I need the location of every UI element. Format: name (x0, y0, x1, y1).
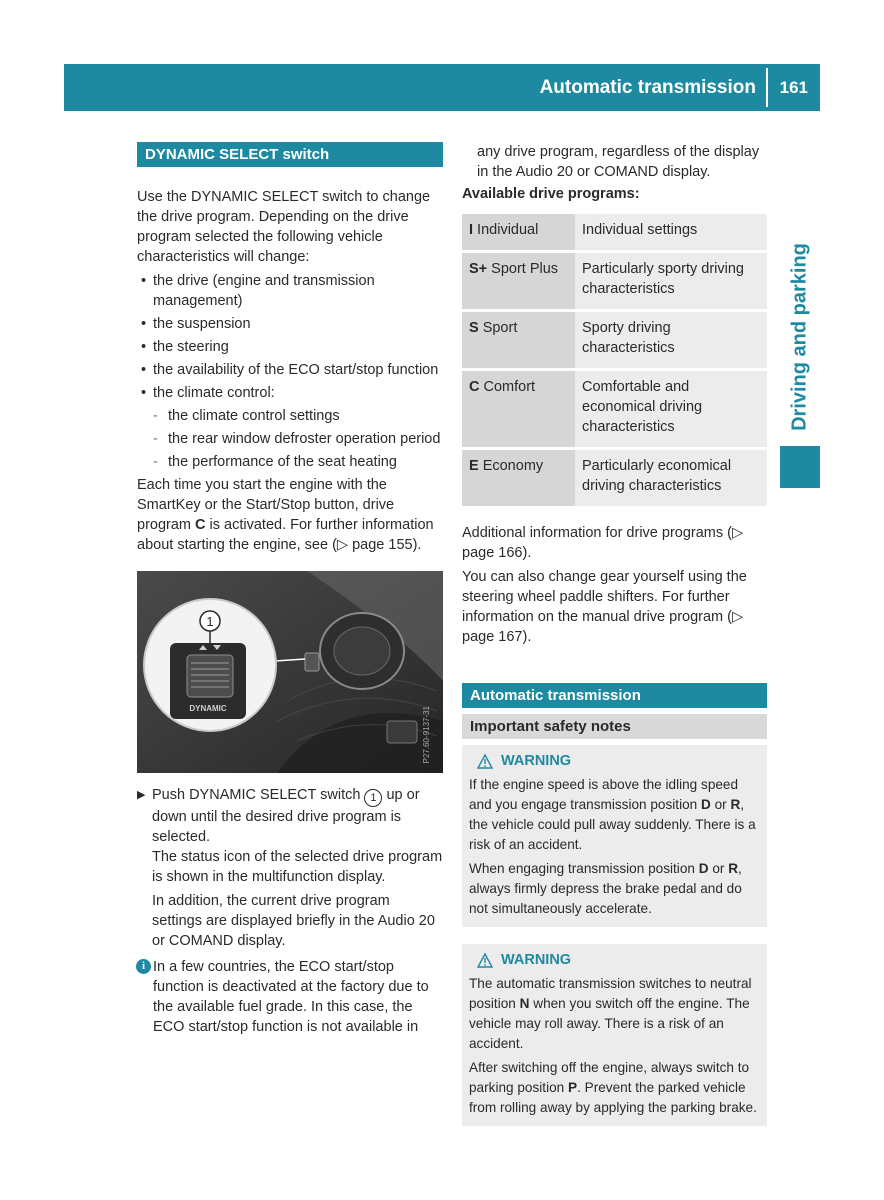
text-run: or (708, 861, 729, 876)
text-run: is activated. For further information about starting the engine, see ( (137, 517, 434, 553)
list-item: • the steering (137, 337, 443, 357)
subheading-safety-notes: Important safety notes (462, 714, 767, 739)
position-d-bold: D (701, 797, 711, 812)
callout-1-icon: 1 (364, 789, 382, 807)
warning-triangle-icon (477, 953, 493, 968)
warning-instruction (469, 1058, 760, 1118)
step-result: The status icon of the selected drive program is shown in the multifunction display. (152, 849, 443, 885)
program-key: I (469, 222, 474, 238)
warning-heading (469, 950, 760, 970)
header-divider (766, 68, 768, 107)
program-name-cell (462, 311, 575, 370)
side-tab-marker (780, 446, 820, 488)
text-run: After switching off the engine, always switch to parking position (469, 1060, 750, 1095)
text-run: Each time you start the engine with the SmartKey or the Start/Stop button, drive program (137, 477, 395, 533)
warning-instruction (469, 859, 760, 919)
list-item-text: the climate control: (153, 385, 275, 401)
intro-paragraph: Use the DYNAMIC SELECT switch to change the drive program. Depending on the drive program selected the following vehicle characteristics will change: (137, 189, 431, 265)
text-run: or (710, 797, 731, 812)
warning-triangle-icon (477, 754, 493, 769)
section-heading-automatic-transmission: Automatic transmission (462, 683, 767, 708)
text-run: ). (522, 545, 532, 561)
programs-heading: Available drive programs: (462, 186, 640, 202)
list-item: • the drive (engine and transmission management) (137, 271, 443, 311)
table-row (462, 370, 767, 449)
warning-heading (469, 751, 760, 771)
table-row (462, 449, 767, 508)
program-name-cell (462, 252, 575, 311)
table-row (462, 214, 767, 252)
chapter-title: Automatic transmission (539, 77, 756, 98)
text-run: ). (522, 629, 532, 645)
sub-list-item: - the performance of the seat heating (153, 452, 443, 472)
program-description-cell: Particularly economical driving characteristics (575, 449, 767, 508)
program-key: S (469, 320, 479, 336)
text-run: ). (412, 537, 422, 553)
text-run: . Prevent the parked vehicle from rolling away by applying the parking brake. (469, 1080, 757, 1115)
table-row (462, 252, 767, 311)
program-name: Individual (473, 222, 539, 238)
switch-label: DYNAMIC (189, 704, 227, 713)
program-name-cell (462, 449, 575, 508)
program-description-cell: Comfortable and economical driving characteristics (575, 370, 767, 449)
program-c-bold: C (195, 517, 206, 533)
position-n-bold: N (519, 996, 530, 1011)
text-run: , always firmly depress the brake pedal and do not simultaneously accelerate. (469, 861, 742, 916)
side-tab (780, 236, 820, 438)
page-number: 161 (779, 78, 808, 97)
list-item: • the availability of the ECO start/stop function (137, 360, 443, 380)
position-p-bold: P (568, 1080, 578, 1095)
engine-start-paragraph (137, 475, 443, 555)
table-row (462, 311, 767, 370)
right-column (462, 142, 767, 1126)
position-d-bold: D (698, 861, 709, 876)
position-r-bold: R (728, 861, 739, 876)
text-run: When engaging transmission position (469, 861, 699, 876)
additional-info-paragraph (462, 523, 767, 563)
program-key: C (469, 379, 480, 395)
text-run: If the engine speed is above the idling speed and you engage transmission position (469, 777, 739, 812)
step-arrow-icon: ▶ (137, 789, 146, 801)
drive-programs-table (462, 214, 767, 509)
step-text (152, 785, 443, 847)
photo-callout-number: 1 (206, 614, 214, 629)
instruction-step (137, 785, 443, 951)
list-item (137, 383, 443, 472)
warning-text (469, 974, 760, 1054)
warning-label: WARNING (501, 952, 572, 968)
dynamic-select-switch-photo (137, 571, 443, 773)
info-text: In a few countries, the ECO start/stop function is deactivated at the factory due to the available fuel grade. In this case, the ECO start/stop function is not available in (153, 959, 429, 1035)
page-header (64, 64, 820, 111)
program-name: Economy (478, 458, 544, 474)
info-continuation: any drive program, regardless of the display in the Audio 20 or COMAND display. (477, 144, 760, 180)
text-run: , the vehicle could pull away suddenly. There is a risk of an accident. (469, 797, 756, 852)
warning-text (469, 775, 760, 855)
text-run: Push DYNAMIC SELECT switch (152, 787, 365, 803)
program-description-cell: Individual settings (575, 214, 767, 252)
info-icon: i (136, 959, 151, 974)
photo-illustration (137, 571, 443, 773)
warning-label: WARNING (501, 753, 572, 769)
program-key: S+ (469, 261, 488, 277)
text-run: Additional information for drive programs ( (462, 525, 732, 541)
program-name: Sport (478, 320, 518, 336)
info-note (137, 957, 443, 1037)
program-key: E (469, 458, 479, 474)
image-code: P27.60-9137-31 (422, 705, 431, 763)
page-reference-link[interactable]: ▷ page 166 (462, 525, 744, 561)
list-item: • the suspension (137, 314, 443, 334)
manual-program-paragraph (462, 567, 767, 647)
characteristics-list (137, 271, 443, 472)
program-description-cell: Particularly sporty driving characteristics (575, 252, 767, 311)
position-r-bold: R (730, 797, 741, 812)
sub-list-item: - the climate control settings (153, 406, 443, 426)
program-name: Sport Plus (487, 261, 559, 277)
warning-box (462, 944, 767, 1126)
left-column (137, 142, 443, 1037)
program-name: Comfort (479, 379, 536, 395)
step-additional: In addition, the current drive program settings are displayed briefly in the Audio 20 or COMAND display. (152, 893, 435, 949)
program-description-cell: Sporty driving characteristics (575, 311, 767, 370)
program-name-cell (462, 214, 575, 252)
page-reference-link[interactable]: ▷ page 155 (336, 537, 413, 553)
page-reference-link[interactable]: ▷ page 167 (462, 609, 744, 645)
warning-box (462, 745, 767, 927)
program-name-cell (462, 370, 575, 449)
text-run: up or down until the desired drive program is selected. (152, 787, 420, 845)
text-run: The automatic transmission switches to neutral position (469, 976, 752, 1011)
climate-sub-list (153, 406, 443, 472)
side-tab-label: Driving and parking (788, 243, 811, 431)
text-run: when you switch off the engine. The vehicle may roll away. There is a risk of an accident. (469, 996, 750, 1051)
text-run: You can also change gear yourself using the steering wheel paddle shifters. For further information on the manual drive program ( (462, 569, 747, 625)
section-heading-dynamic-select: DYNAMIC SELECT switch (137, 142, 443, 167)
sub-list-item: - the rear window defroster operation period (153, 429, 443, 449)
